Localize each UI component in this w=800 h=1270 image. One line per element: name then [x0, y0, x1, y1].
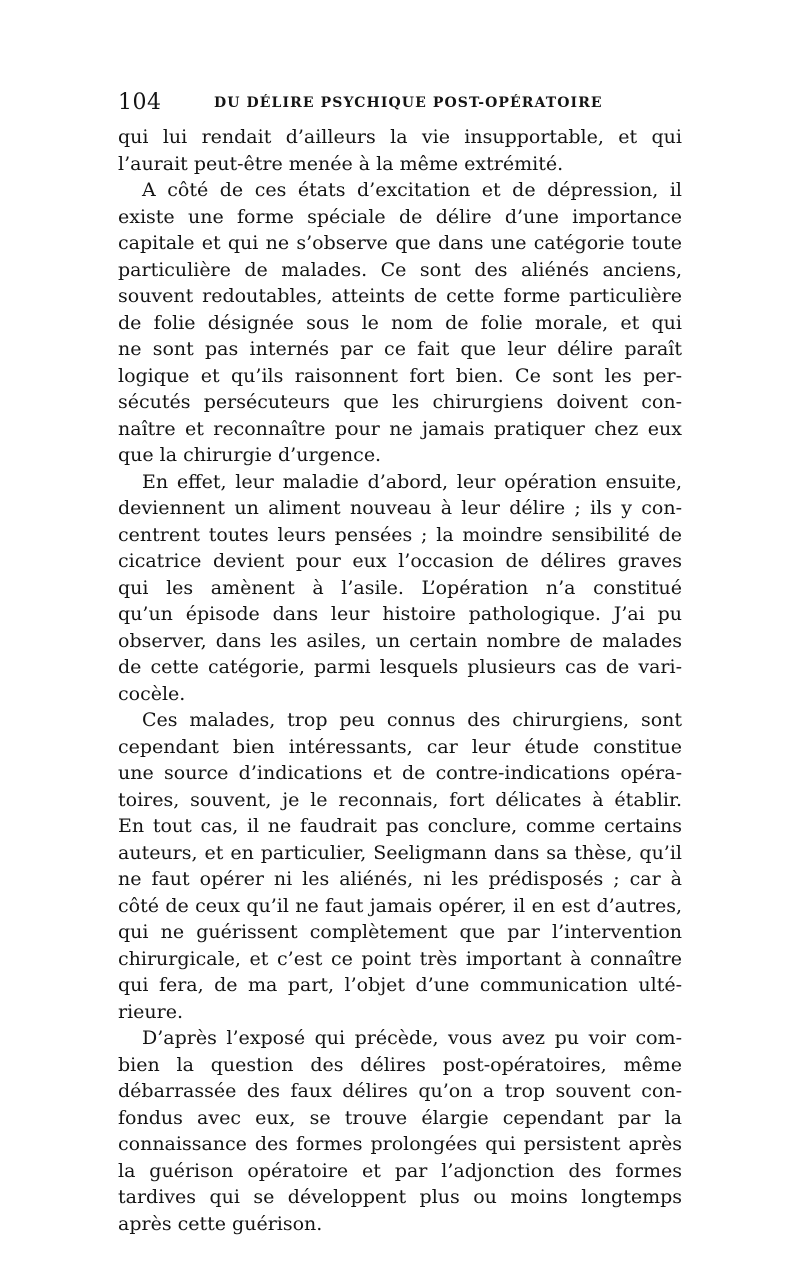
text-line: souvent redoutables, atteints de cette forme particulière: [118, 285, 682, 307]
text-line: deviennent un aliment nouveau à leur délire ; ils y con-: [118, 497, 682, 519]
text-line: que la chirurgie d’urgence.: [118, 444, 382, 466]
text-line: débarrassée des faux délires qu’on a trop souvent con-: [118, 1080, 682, 1102]
text-line: de folie désignée sous le nom de folie morale, et qui: [118, 311, 682, 334]
text-line: En tout cas, il ne faudrait pas conclure, comme certains: [118, 815, 682, 837]
text-line: après cette guérison.: [118, 1212, 323, 1235]
body-text: [118, 124, 682, 1237]
text-line: particulière de malades. Ce sont des aliénés anciens,: [118, 258, 682, 281]
text-line: naître et reconnaître pour ne jamais pratiquer chez eux: [118, 417, 682, 440]
text-line: sécutés persécuteurs que les chirurgiens doivent con-: [118, 391, 682, 413]
paragraph-first-line: En effet, leur maladie d’abord, leur opération ensuite,: [142, 470, 682, 493]
text-line: qui fera, de ma part, l’objet d’une communication ulté-: [118, 974, 682, 996]
text-line: connaissance des formes prolongées qui persistent après: [118, 1133, 682, 1155]
paragraph-first-line: A côté de ces états d’excitation et de dépression, il: [142, 179, 682, 201]
text-line: cependant bien intéressants, car leur étude constitue: [118, 735, 682, 758]
page-header: [118, 88, 682, 118]
text-line: qui les amènent à l’asile. L’opération n’a constitué: [118, 576, 682, 599]
text-line: observer, dans les asiles, un certain nombre de malades: [118, 629, 682, 652]
text-line: rieure.: [118, 1000, 184, 1023]
text-line: tardives qui se développent plus ou moins longtemps: [118, 1186, 682, 1208]
text-line: qu’un épisode dans leur histoire pathologique. J’ai pu: [118, 603, 682, 625]
text-line: la guérison opératoire et par l’adjonction des formes: [118, 1159, 682, 1182]
paragraph-first-line: D’après l’exposé qui précède, vous avez pu voir com-: [142, 1027, 682, 1049]
text-line: qui lui rendait d’ailleurs la vie insupportable, et qui: [118, 126, 682, 148]
page-number: 104: [118, 90, 162, 115]
text-line: toires, souvent, je le reconnais, fort délicates à établir.: [118, 788, 682, 811]
text-line: auteurs, et en particulier, Seeligmann dans sa thèse, qu’il: [118, 841, 682, 864]
text-line: de cette catégorie, parmi lesquels plusieurs cas de vari-: [118, 656, 682, 678]
running-title: DU DÉLIRE PSYCHIQUE POST-OPÉRATOIRE: [214, 95, 603, 111]
text-line: cicatrice devient pour eux l’occasion de délires graves: [118, 550, 682, 572]
paragraph-first-line: Ces malades, trop peu connus des chirurgiens, sont: [142, 709, 682, 731]
text-line: chirurgicale, et c’est ce point très important à connaître: [118, 947, 682, 970]
text-line: ne faut opérer ni les aliénés, ni les prédisposés ; car à: [118, 868, 682, 890]
text-line: fondus avec eux, se trouve élargie cependant par la: [118, 1106, 682, 1129]
text-line: l’aurait peut-être menée à la même extrémité.: [118, 152, 564, 175]
text-line: existe une forme spéciale de délire d’une importance: [118, 205, 682, 228]
text-line: logique et qu’ils raisonnent fort bien. Ce sont les per-: [118, 364, 682, 387]
text-line: capitale et qui ne s’observe que dans une catégorie toute: [118, 232, 682, 254]
text-line: bien la question des délires post-opératoires, même: [118, 1053, 682, 1076]
text-line: côté de ceux qu’il ne faut jamais opérer, il en est d’autres,: [118, 894, 682, 917]
text-line: cocèle.: [118, 682, 186, 705]
text-line: ne sont pas internés par ce fait que leur délire paraît: [118, 338, 682, 360]
text-line: une source d’indications et de contre-indications opéra-: [118, 762, 682, 784]
text-line: qui ne guérissent complètement que par l’intervention: [118, 921, 682, 943]
text-line: centrent toutes leurs pensées ; la moindre sensibilité de: [118, 523, 682, 546]
